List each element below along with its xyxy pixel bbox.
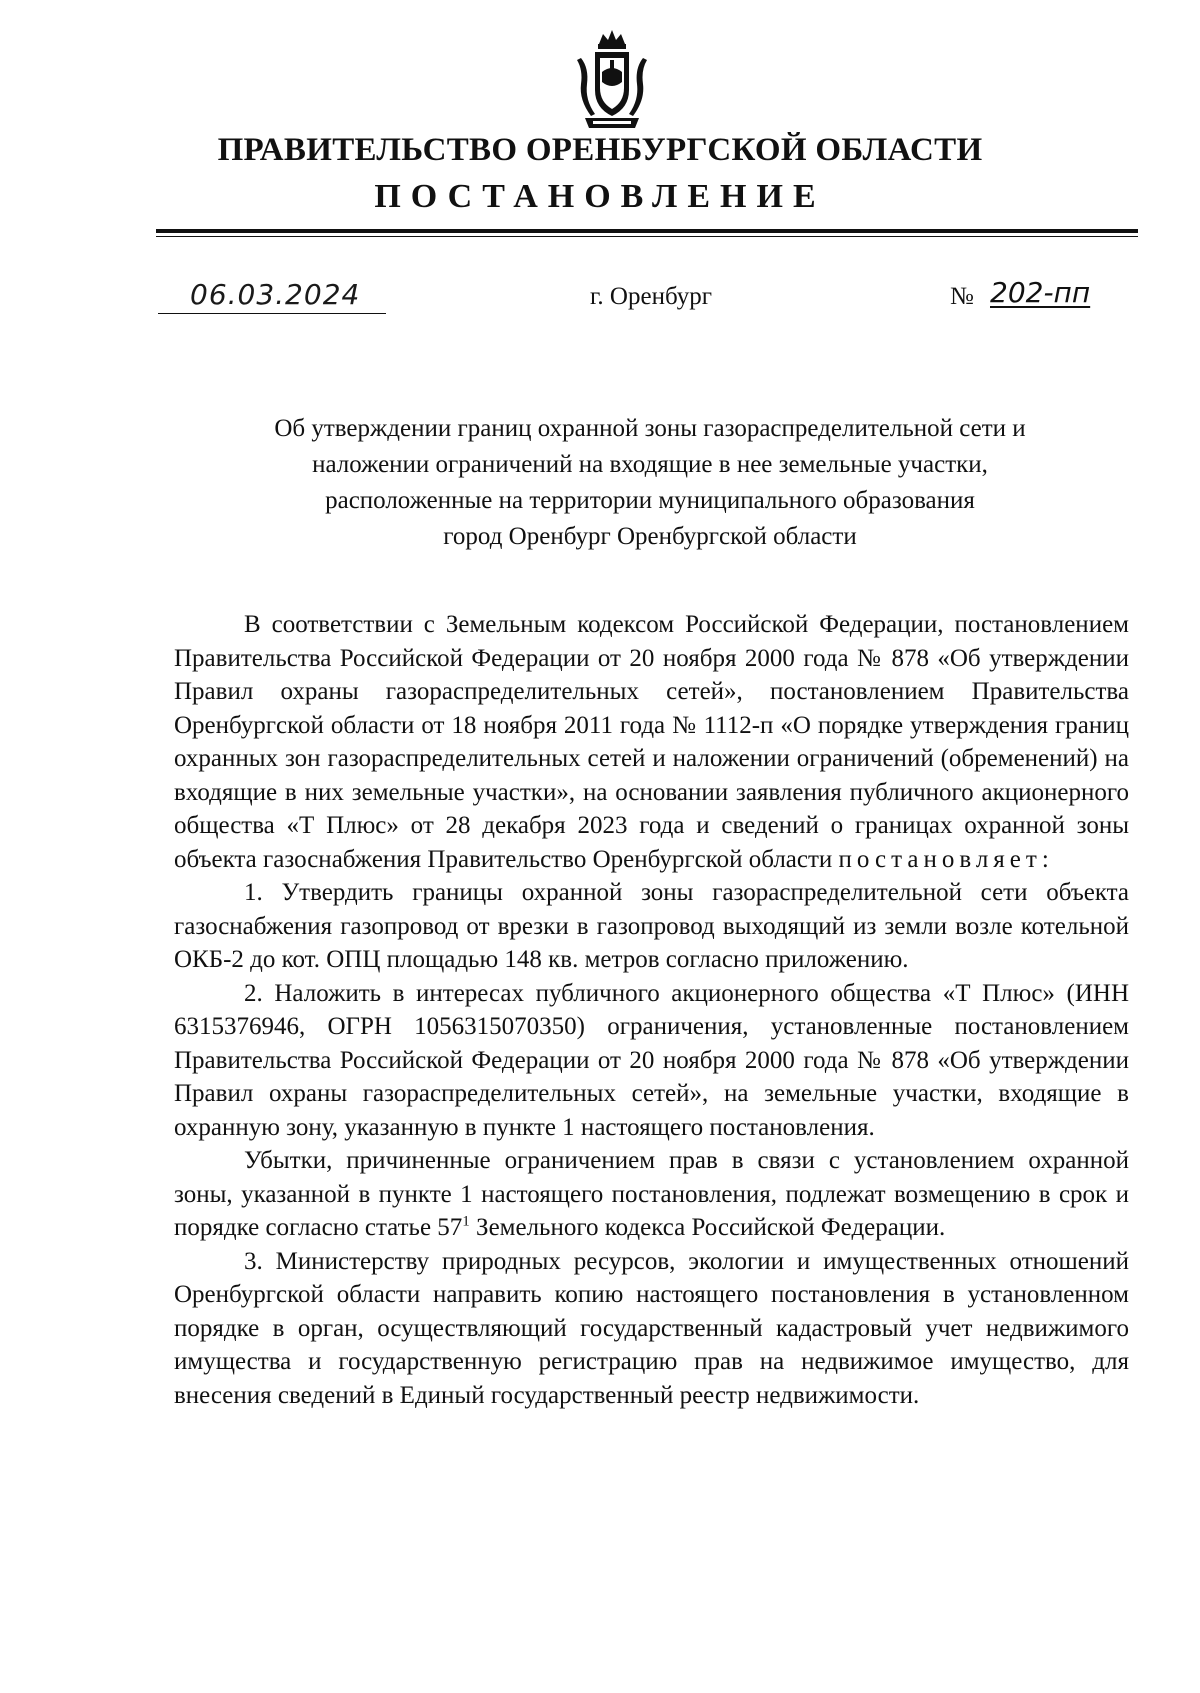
header-divider-thick	[156, 229, 1138, 233]
preamble-paragraph	[174, 608, 1129, 876]
article-superscript: 1	[462, 1213, 470, 1230]
document-body	[174, 608, 1129, 1412]
document-type: ПОСТАНОВЛЕНИЕ	[374, 178, 826, 215]
title-line: наложении ограничений на входящие в нее земельные участки,	[312, 451, 988, 478]
coat-of-arms-icon	[575, 28, 649, 132]
document-title	[150, 411, 1150, 555]
header-divider-thin	[156, 236, 1138, 237]
document-date: 06.03.2024	[190, 278, 361, 311]
decree-word: постановляет:	[838, 845, 1054, 873]
item-2-paragraph: 2. Наложить в интересах публичного акционерного общества «Т Плюс» (ИНН 6315376946, ОГРН 1056315070350) ограничения, установленные постановлением Правительства Российской Федерации от 20 ноября 2000 года № 878 «Об утверждении Правил охраны газораспределительных сетей», на земельные участки, входящие в охранную зону, указанную в пункте 1 настоящего постановления.	[174, 979, 1129, 1141]
item-1-paragraph: 1. Утвердить границы охранной зоны газораспределительной сети объекта газоснабжения газопровод от врезки в газопровод выходящий из земли возле котельной ОКБ-2 до кот. ОПЦ площадью 148 кв. метров согласно приложению.	[174, 879, 1129, 973]
preamble-text: В соответствии с Земельным кодексом Российской Федерации, постановлением Правительства Российской Федерации от 20 ноября 2000 года № 878 «Об утверждении Правил охраны газораспределительных сетей», постановлением Правительства Оренбургской области от 18 ноября 2011 года № 1112-п «О порядке утверждения границ охранных зон газораспределительных сетей и наложении ограничений (обременений) на входящие в них земельные участки», на основании заявления публичного акционерного общества «Т Плюс» от 28 декабря 2023 года и сведений о границах охранной зоны объекта газоснабжения Правительство Оренбургской области	[174, 611, 1129, 873]
document-city: г. Оренбург	[590, 283, 712, 310]
title-line: расположенные на территории муниципального образования	[325, 487, 975, 514]
losses-paragraph	[174, 1144, 1129, 1245]
losses-text-end: Земельного кодекса Российской Федерации.	[469, 1214, 946, 1241]
date-underline	[158, 313, 386, 314]
number-label: №	[950, 283, 974, 310]
title-line: Об утверждении границ охранной зоны газораспределительной сети и	[274, 415, 1026, 442]
title-line: город Оренбург Оренбургской области	[443, 523, 857, 550]
item-3-paragraph: 3. Министерству природных ресурсов, экологии и имущественных отношений Оренбургской области направить копию настоящего постановления в установленном порядке в орган, осуществляющий государственный кадастровый учет недвижимого имущества и государственную регистрацию прав на недвижимое имущество, для внесения сведений в Единый государственный реестр недвижимости.	[174, 1247, 1129, 1409]
document-number: 202-пп	[990, 276, 1091, 309]
losses-text: Убытки, причиненные ограничением прав в связи с установлением охранной зоны, указанной в пункте 1 настоящего постановления, подлежат возмещению в срок и порядке согласно статье 57	[174, 1147, 1129, 1241]
organization-name: ПРАВИТЕЛЬСТВО ОРЕНБУРГСКОЙ ОБЛАСТИ	[217, 132, 983, 168]
